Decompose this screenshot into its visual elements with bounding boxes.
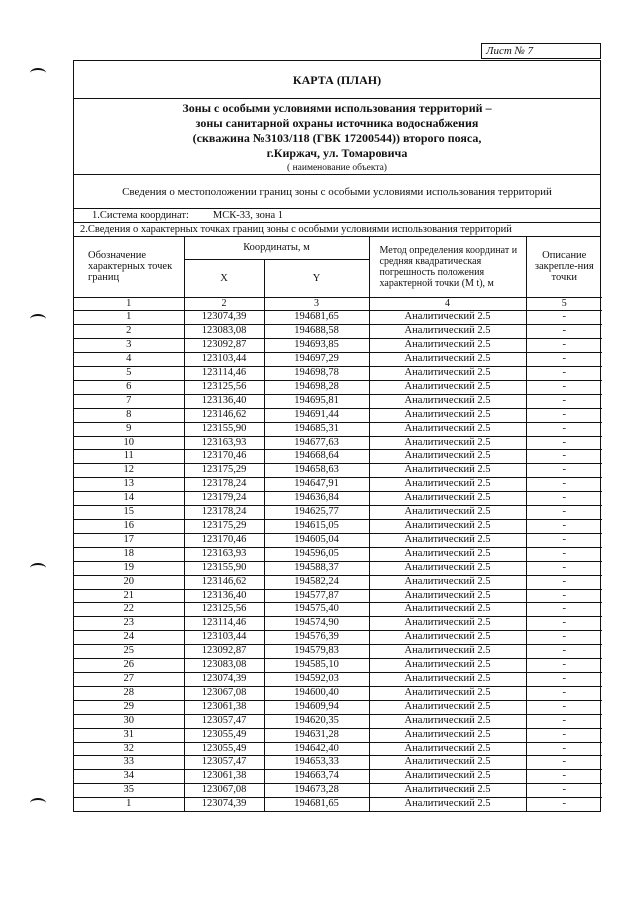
description-cell: - — [526, 700, 602, 714]
description-cell: - — [526, 728, 602, 742]
point-number-cell: 2 — [74, 325, 184, 339]
x-coordinate-cell: 123067,08 — [184, 686, 264, 700]
method-cell: Аналитический 2.5 — [369, 784, 526, 798]
x-coordinate-cell: 123083,08 — [184, 659, 264, 673]
method-cell: Аналитический 2.5 — [369, 700, 526, 714]
description-cell: - — [526, 367, 602, 381]
y-coordinate-cell: 194698,28 — [264, 380, 369, 394]
x-coordinate-cell: 123067,08 — [184, 784, 264, 798]
point-number-cell: 22 — [74, 603, 184, 617]
column-number: 4 — [369, 297, 526, 311]
point-number-cell: 32 — [74, 742, 184, 756]
column-number: 1 — [74, 297, 184, 311]
y-coordinate-cell: 194698,78 — [264, 367, 369, 381]
sheet-number: Лист № 7 — [481, 43, 601, 59]
method-cell: Аналитический 2.5 — [369, 436, 526, 450]
description-cell: - — [526, 617, 602, 631]
description-cell: - — [526, 506, 602, 520]
binder-hole-mark — [30, 314, 46, 324]
table-row — [74, 631, 602, 645]
col-coords-header: Координаты, м — [184, 237, 369, 259]
y-coordinate-cell: 194668,64 — [264, 450, 369, 464]
point-number-cell: 1 — [74, 311, 184, 325]
point-number-cell: 15 — [74, 506, 184, 520]
object-name-line: зоны санитарной охраны источника водоснабжения — [195, 116, 479, 130]
table-row — [74, 408, 602, 422]
description-cell: - — [526, 756, 602, 770]
description-cell: - — [526, 672, 602, 686]
method-cell: Аналитический 2.5 — [369, 631, 526, 645]
table-row — [74, 506, 602, 520]
method-cell: Аналитический 2.5 — [369, 450, 526, 464]
point-number-cell: 17 — [74, 533, 184, 547]
point-number-cell: 1 — [74, 798, 184, 811]
y-coordinate-cell: 194582,24 — [264, 575, 369, 589]
method-cell: Аналитический 2.5 — [369, 422, 526, 436]
binder-hole-mark — [30, 798, 46, 808]
y-coordinate-cell: 194642,40 — [264, 742, 369, 756]
coordinate-system-label: 1.Система координат: — [92, 210, 189, 221]
x-coordinate-cell: 123179,24 — [184, 492, 264, 506]
table-row — [74, 645, 602, 659]
table-row — [74, 728, 602, 742]
description-cell: - — [526, 784, 602, 798]
x-coordinate-cell: 123178,24 — [184, 506, 264, 520]
y-coordinate-cell: 194596,05 — [264, 547, 369, 561]
method-cell: Аналитический 2.5 — [369, 756, 526, 770]
y-coordinate-cell: 194663,74 — [264, 770, 369, 784]
point-number-cell: 31 — [74, 728, 184, 742]
point-number-cell: 7 — [74, 394, 184, 408]
table-row — [74, 603, 602, 617]
description-cell: - — [526, 478, 602, 492]
method-cell: Аналитический 2.5 — [369, 394, 526, 408]
y-coordinate-cell: 194681,65 — [264, 311, 369, 325]
point-number-cell: 19 — [74, 561, 184, 575]
y-coordinate-cell: 194693,85 — [264, 339, 369, 353]
y-coordinate-cell: 194697,29 — [264, 353, 369, 367]
table-row — [74, 589, 602, 603]
method-cell: Аналитический 2.5 — [369, 798, 526, 811]
table-row — [74, 367, 602, 381]
y-coordinate-cell: 194695,81 — [264, 394, 369, 408]
point-number-cell: 16 — [74, 520, 184, 534]
description-cell: - — [526, 561, 602, 575]
table-row — [74, 478, 602, 492]
x-coordinate-cell: 123136,40 — [184, 394, 264, 408]
x-coordinate-cell: 123057,47 — [184, 756, 264, 770]
y-coordinate-cell: 194600,40 — [264, 686, 369, 700]
x-coordinate-cell: 123146,62 — [184, 575, 264, 589]
table-row — [74, 520, 602, 534]
description-cell: - — [526, 325, 602, 339]
method-cell: Аналитический 2.5 — [369, 408, 526, 422]
table-row — [74, 547, 602, 561]
method-cell: Аналитический 2.5 — [369, 464, 526, 478]
method-cell: Аналитический 2.5 — [369, 339, 526, 353]
method-cell: Аналитический 2.5 — [369, 575, 526, 589]
point-number-cell: 29 — [74, 700, 184, 714]
x-coordinate-cell: 123061,38 — [184, 770, 264, 784]
method-cell: Аналитический 2.5 — [369, 742, 526, 756]
table-row — [74, 659, 602, 673]
x-coordinate-cell: 123114,46 — [184, 367, 264, 381]
y-coordinate-cell: 194636,84 — [264, 492, 369, 506]
method-cell: Аналитический 2.5 — [369, 728, 526, 742]
description-cell: - — [526, 339, 602, 353]
table-row — [74, 464, 602, 478]
point-number-cell: 26 — [74, 659, 184, 673]
binder-hole-mark — [30, 563, 46, 573]
x-coordinate-cell: 123074,39 — [184, 798, 264, 811]
x-coordinate-cell: 123170,46 — [184, 450, 264, 464]
x-coordinate-cell: 123175,29 — [184, 520, 264, 534]
column-number: 5 — [526, 297, 602, 311]
location-header: Сведения о местоположении границ зоны с особыми условиями использования территорий — [74, 175, 600, 209]
column-number: 2 — [184, 297, 264, 311]
method-cell: Аналитический 2.5 — [369, 380, 526, 394]
point-number-cell: 6 — [74, 380, 184, 394]
x-coordinate-cell: 123103,44 — [184, 353, 264, 367]
y-coordinate-cell: 194615,05 — [264, 520, 369, 534]
table-row — [74, 784, 602, 798]
description-cell: - — [526, 589, 602, 603]
col-description-header: Описание закрепле-ния точки — [526, 237, 602, 297]
y-coordinate-cell: 194673,28 — [264, 784, 369, 798]
x-coordinate-cell: 123092,87 — [184, 645, 264, 659]
y-coordinate-cell: 194579,83 — [264, 645, 369, 659]
method-cell: Аналитический 2.5 — [369, 672, 526, 686]
y-coordinate-cell: 194585,10 — [264, 659, 369, 673]
point-number-cell: 8 — [74, 408, 184, 422]
method-cell: Аналитический 2.5 — [369, 561, 526, 575]
description-cell: - — [526, 311, 602, 325]
description-cell: - — [526, 575, 602, 589]
method-cell: Аналитический 2.5 — [369, 686, 526, 700]
y-coordinate-cell: 194605,04 — [264, 533, 369, 547]
description-cell: - — [526, 464, 602, 478]
table-row — [74, 450, 602, 464]
description-cell: - — [526, 714, 602, 728]
x-coordinate-cell: 123103,44 — [184, 631, 264, 645]
x-coordinate-cell: 123083,08 — [184, 325, 264, 339]
y-coordinate-cell: 194691,44 — [264, 408, 369, 422]
point-number-cell: 24 — [74, 631, 184, 645]
method-cell: Аналитический 2.5 — [369, 659, 526, 673]
method-cell: Аналитический 2.5 — [369, 311, 526, 325]
description-cell: - — [526, 645, 602, 659]
point-number-cell: 33 — [74, 756, 184, 770]
method-cell: Аналитический 2.5 — [369, 547, 526, 561]
method-cell: Аналитический 2.5 — [369, 770, 526, 784]
description-cell: - — [526, 742, 602, 756]
point-number-cell: 12 — [74, 464, 184, 478]
table-row — [74, 380, 602, 394]
object-name-block — [74, 99, 600, 175]
description-cell: - — [526, 520, 602, 534]
binder-hole-mark — [30, 68, 46, 78]
table-row — [74, 672, 602, 686]
table-row — [74, 756, 602, 770]
col-x-header: X — [184, 259, 264, 297]
document-title: КАРТА (ПЛАН) — [74, 61, 600, 99]
method-cell: Аналитический 2.5 — [369, 367, 526, 381]
y-coordinate-cell: 194609,94 — [264, 700, 369, 714]
method-cell: Аналитический 2.5 — [369, 617, 526, 631]
y-coordinate-cell: 194576,39 — [264, 631, 369, 645]
description-cell: - — [526, 659, 602, 673]
coordinate-system-row — [74, 209, 600, 223]
x-coordinate-cell: 123114,46 — [184, 617, 264, 631]
object-name-line: г.Киржач, ул. Томаровича — [266, 146, 408, 160]
point-number-cell: 11 — [74, 450, 184, 464]
description-cell: - — [526, 631, 602, 645]
x-coordinate-cell: 123163,93 — [184, 436, 264, 450]
table-row — [74, 617, 602, 631]
description-cell: - — [526, 533, 602, 547]
object-name-note: ( наименование объекта) — [287, 163, 387, 173]
point-number-cell: 30 — [74, 714, 184, 728]
document-frame — [73, 60, 601, 812]
description-cell: - — [526, 394, 602, 408]
description-cell: - — [526, 547, 602, 561]
method-cell: Аналитический 2.5 — [369, 603, 526, 617]
point-number-cell: 35 — [74, 784, 184, 798]
col-designation-header: Обозначение характерных точек границ — [74, 237, 184, 297]
point-number-cell: 21 — [74, 589, 184, 603]
y-coordinate-cell: 194653,33 — [264, 756, 369, 770]
table-row — [74, 714, 602, 728]
x-coordinate-cell: 123163,93 — [184, 547, 264, 561]
point-number-cell: 27 — [74, 672, 184, 686]
table-row — [74, 700, 602, 714]
description-cell: - — [526, 436, 602, 450]
table-row — [74, 422, 602, 436]
description-cell: - — [526, 380, 602, 394]
method-cell: Аналитический 2.5 — [369, 325, 526, 339]
description-cell: - — [526, 422, 602, 436]
point-number-cell: 9 — [74, 422, 184, 436]
description-cell: - — [526, 492, 602, 506]
x-coordinate-cell: 123125,56 — [184, 380, 264, 394]
table-row — [74, 533, 602, 547]
x-coordinate-cell: 123055,49 — [184, 728, 264, 742]
point-number-cell: 5 — [74, 367, 184, 381]
y-coordinate-cell: 194577,87 — [264, 589, 369, 603]
y-coordinate-cell: 194688,58 — [264, 325, 369, 339]
point-number-cell: 10 — [74, 436, 184, 450]
y-coordinate-cell: 194631,28 — [264, 728, 369, 742]
x-coordinate-cell: 123170,46 — [184, 533, 264, 547]
method-cell: Аналитический 2.5 — [369, 533, 526, 547]
x-coordinate-cell: 123055,49 — [184, 742, 264, 756]
table-row — [74, 561, 602, 575]
table-row — [74, 353, 602, 367]
point-number-cell: 18 — [74, 547, 184, 561]
col-y-header: Y — [264, 259, 369, 297]
point-number-cell: 34 — [74, 770, 184, 784]
x-coordinate-cell: 123155,90 — [184, 422, 264, 436]
method-cell: Аналитический 2.5 — [369, 478, 526, 492]
table-row — [74, 311, 602, 325]
object-name-line: Зоны с особыми условиями использования территорий – — [182, 101, 492, 115]
point-number-cell: 3 — [74, 339, 184, 353]
x-coordinate-cell: 123146,62 — [184, 408, 264, 422]
y-coordinate-cell: 194681,65 — [264, 798, 369, 811]
description-cell: - — [526, 686, 602, 700]
y-coordinate-cell: 194574,90 — [264, 617, 369, 631]
table-row — [74, 325, 602, 339]
y-coordinate-cell: 194685,31 — [264, 422, 369, 436]
points-table-body — [74, 311, 602, 811]
table-row — [74, 436, 602, 450]
x-coordinate-cell: 123175,29 — [184, 464, 264, 478]
point-number-cell: 28 — [74, 686, 184, 700]
x-coordinate-cell: 123155,90 — [184, 561, 264, 575]
table-row — [74, 339, 602, 353]
method-cell: Аналитический 2.5 — [369, 520, 526, 534]
x-coordinate-cell: 123074,39 — [184, 672, 264, 686]
y-coordinate-cell: 194588,37 — [264, 561, 369, 575]
y-coordinate-cell: 194625,77 — [264, 506, 369, 520]
point-number-cell: 13 — [74, 478, 184, 492]
y-coordinate-cell: 194575,40 — [264, 603, 369, 617]
table-row — [74, 798, 602, 811]
points-header: 2.Сведения о характерных точках границ зоны с особыми условиями использования территорий — [74, 223, 600, 237]
point-number-cell: 23 — [74, 617, 184, 631]
point-number-cell: 20 — [74, 575, 184, 589]
method-cell: Аналитический 2.5 — [369, 492, 526, 506]
table-row — [74, 492, 602, 506]
y-coordinate-cell: 194620,35 — [264, 714, 369, 728]
x-coordinate-cell: 123125,56 — [184, 603, 264, 617]
method-cell: Аналитический 2.5 — [369, 506, 526, 520]
x-coordinate-cell: 123092,87 — [184, 339, 264, 353]
table-row — [74, 742, 602, 756]
description-cell: - — [526, 603, 602, 617]
method-cell: Аналитический 2.5 — [369, 714, 526, 728]
table-row — [74, 686, 602, 700]
y-coordinate-cell: 194658,63 — [264, 464, 369, 478]
point-number-cell: 4 — [74, 353, 184, 367]
x-coordinate-cell: 123136,40 — [184, 589, 264, 603]
table-row — [74, 394, 602, 408]
description-cell: - — [526, 353, 602, 367]
x-coordinate-cell: 123061,38 — [184, 700, 264, 714]
x-coordinate-cell: 123057,47 — [184, 714, 264, 728]
description-cell: - — [526, 770, 602, 784]
table-row — [74, 770, 602, 784]
method-cell: Аналитический 2.5 — [369, 645, 526, 659]
y-coordinate-cell: 194647,91 — [264, 478, 369, 492]
x-coordinate-cell: 123178,24 — [184, 478, 264, 492]
object-name-line: (скважина №3103/118 (ГВК 17200544)) второго пояса, — [192, 131, 482, 145]
method-cell: Аналитический 2.5 — [369, 353, 526, 367]
point-number-cell: 14 — [74, 492, 184, 506]
description-cell: - — [526, 798, 602, 811]
description-cell: - — [526, 450, 602, 464]
coordinate-system-value: МСК-33, зона 1 — [212, 210, 284, 221]
method-cell: Аналитический 2.5 — [369, 589, 526, 603]
table-row — [74, 575, 602, 589]
col-method-header: Метод определения координат и средняя квадратическая погрешность положения характерной точки (М t), м — [369, 237, 526, 297]
point-number-cell: 25 — [74, 645, 184, 659]
column-number: 3 — [264, 297, 369, 311]
y-coordinate-cell: 194592,03 — [264, 672, 369, 686]
boundary-points-table — [74, 237, 602, 811]
description-cell: - — [526, 408, 602, 422]
y-coordinate-cell: 194677,63 — [264, 436, 369, 450]
x-coordinate-cell: 123074,39 — [184, 311, 264, 325]
